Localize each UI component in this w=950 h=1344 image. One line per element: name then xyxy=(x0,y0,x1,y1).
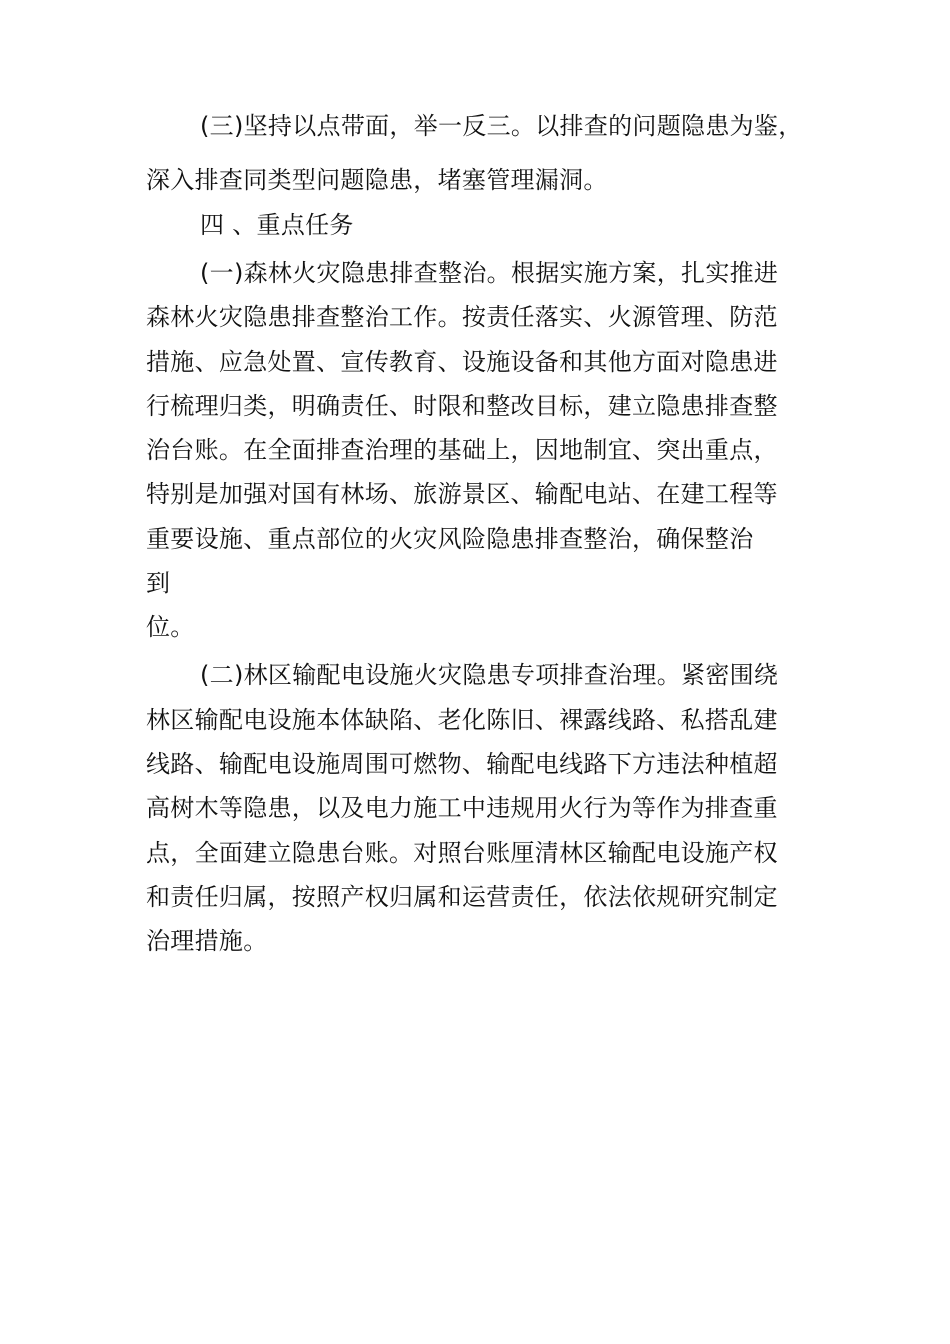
paragraph-3-line-1: (三)坚持以点带面，举一反三。以排查的问题隐患为鉴， xyxy=(200,112,803,140)
paragraph-2-line-3: 线路、输配电设施周围可燃物、输配电线路下方违法种植超 xyxy=(146,750,778,778)
paragraph-1-line-8: 到 xyxy=(146,569,171,597)
paragraph-2-line-2: 林区输配电设施本体缺陷、老化陈旧、裸露线路、私搭乱建 xyxy=(146,706,778,734)
paragraph-1-line-5: 治台账。在全面排查治理的基础上，因地制宜、突出重点， xyxy=(146,436,778,464)
paragraph-1-line-2: 森林火灾隐患排查整治工作。按责任落实、火源管理、防范 xyxy=(146,303,778,331)
paragraph-1-line-9: 位。 xyxy=(146,613,195,641)
paragraph-1-line-6: 特别是加强对国有林场、旅游景区、输配电站、在建工程等 xyxy=(146,480,778,508)
paragraph-2-line-4: 高树木等隐患，以及电力施工中违规用火行为等作为排查重 xyxy=(146,794,778,822)
paragraph-2-line-5: 点，全面建立隐患台账。对照台账厘清林区输配电设施产权 xyxy=(146,839,778,867)
paragraph-1-line-4: 行梳理归类，明确责任、时限和整改目标，建立隐患排查整 xyxy=(146,392,778,420)
section-heading: 四 、重点任务 xyxy=(200,211,354,239)
paragraph-2-line-7: 治理措施。 xyxy=(146,927,268,955)
paragraph-2-line-1: (二)林区输配电设施火灾隐患专项排查治理。紧密围绕 xyxy=(200,661,779,689)
paragraph-3-line-2: 深入排查同类型问题隐患，堵塞管理漏洞。 xyxy=(146,166,608,194)
paragraph-1-line-7: 重要设施、重点部位的火灾风险隐患排查整治，确保整治 xyxy=(146,525,754,553)
paragraph-2-line-6: 和责任归属，按照产权归属和运营责任，依法依规研究制定 xyxy=(146,883,778,911)
paragraph-1-line-1: (一)森林火灾隐患排查整治。根据实施方案，扎实推进 xyxy=(200,259,779,287)
paragraph-1-line-3: 措施、应急处置、宣传教育、设施设备和其他方面对隐患进 xyxy=(146,348,778,376)
